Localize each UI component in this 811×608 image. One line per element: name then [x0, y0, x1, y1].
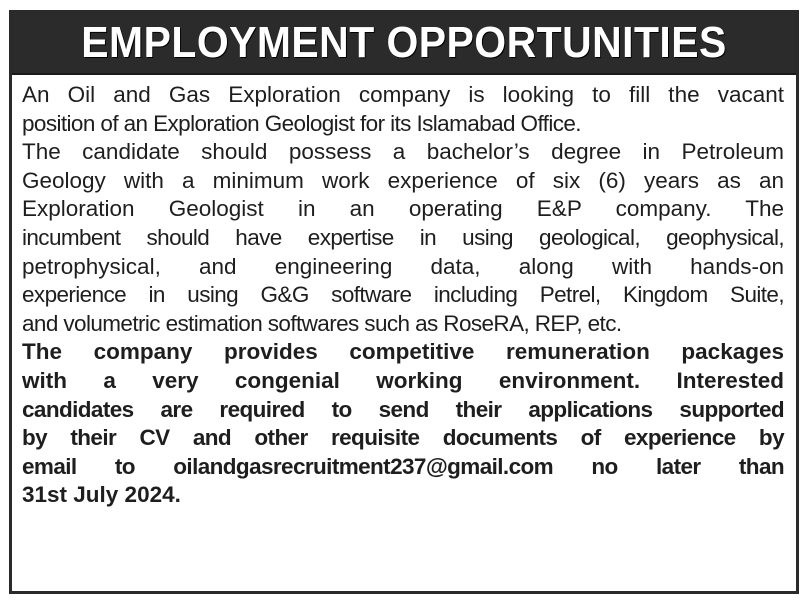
- application-paragraph: [22, 338, 784, 510]
- requirements-paragraph: [22, 138, 784, 338]
- text-line: experience in using G&G software including Petrel, Kingdom Suite,: [22, 282, 784, 308]
- text-line: The candidate should possess a bachelor’s degree in Petroleum: [22, 139, 784, 165]
- text-line: and volumetric estimation softwares such as RoseRA, REP, etc.: [22, 310, 622, 336]
- text-line: by their CV and other requisite documents of experience by: [22, 425, 784, 451]
- ad-body: [12, 75, 796, 510]
- text-line: incumbent should have expertise in using geological, geophysical,: [22, 224, 784, 250]
- text-line: Geology with a minimum work experience of six (6) years as an: [22, 167, 784, 193]
- email-line: email to oilandgasrecruitment237@gmail.com no later than: [22, 453, 784, 479]
- text-line: petrophysical, and engineering data, along with hands-on: [22, 253, 784, 279]
- intro-paragraph: [22, 81, 784, 138]
- text-line: candidates are required to send their applications supported: [22, 396, 784, 422]
- text-line: An Oil and Gas Exploration company is looking to fill the vacant: [22, 82, 784, 107]
- text-line: with a very congenial working environment. Interested: [22, 367, 784, 393]
- text-line: Exploration Geologist in an operating E&P company. The: [22, 196, 784, 222]
- ad-header: [12, 13, 796, 75]
- ad-title: EMPLOYMENT OPPORTUNITIES: [81, 18, 727, 67]
- text-line: The company provides competitive remuneration packages: [22, 339, 784, 365]
- text-line: position of an Exploration Geologist for its Islamabad Office.: [22, 110, 581, 136]
- deadline-line: 31st July 2024.: [22, 482, 181, 508]
- job-advertisement: [9, 10, 799, 594]
